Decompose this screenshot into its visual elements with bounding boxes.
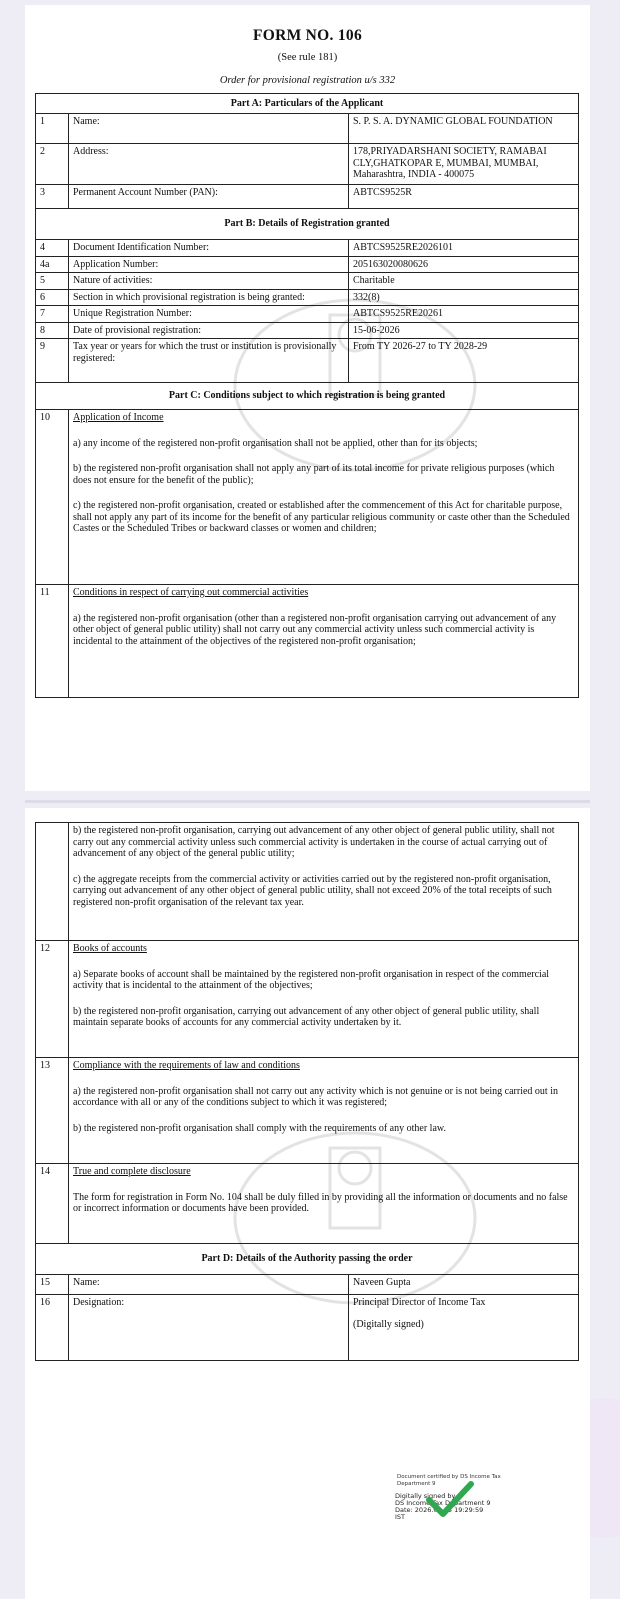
- verified-checkmark-icon: [425, 1480, 475, 1520]
- part-a-table: [35, 93, 579, 698]
- field-label: Date of provisional registration:: [69, 322, 349, 339]
- condition-application-of-income: [69, 410, 579, 585]
- field-label: Name:: [69, 114, 349, 144]
- row-number: 8: [36, 322, 69, 339]
- application-number-value: 205163020080626: [349, 256, 579, 273]
- row-number: 10: [36, 410, 69, 585]
- din-value: ABTCS9525RE2026101: [349, 240, 579, 257]
- row-number: 11: [36, 585, 69, 698]
- condition-text: c) the aggregate receipts from the commercial activity or activities carried out by the registered non-profit organisation, carrying out advancement of any other object of general public utility, shall not exceed 20% of the total receipts of such registered non-profit organisation of the relevant tax year.: [73, 873, 552, 908]
- field-label: Nature of activities:: [69, 273, 349, 290]
- digital-signature-block: [395, 1474, 510, 1554]
- condition-commercial-activities-cont: [69, 823, 579, 941]
- field-label: Name:: [69, 1275, 349, 1295]
- row-number: 9: [36, 339, 69, 383]
- page-separator: [25, 800, 590, 803]
- designation-value: Principal Director of Income Tax: [353, 1297, 486, 1308]
- condition-compliance: [69, 1058, 579, 1164]
- row-number: 12: [36, 941, 69, 1058]
- condition-text: b) the registered non-profit organisation shall comply with the requirements of any other law.: [73, 1122, 446, 1134]
- condition-text: a) any income of the registered non-profit organisation shall not be applied, other than for its objects;: [73, 437, 478, 449]
- pan-value: ABTCS9525R: [349, 185, 579, 209]
- field-label: Permanent Account Number (PAN):: [69, 185, 349, 209]
- signature-date: Date: 2026.06.15 19:29:59: [395, 1506, 484, 1514]
- digitally-signed-note: (Digitally signed): [353, 1318, 424, 1330]
- row-number: [36, 823, 69, 941]
- form-rule: (See rule 181): [277, 52, 338, 63]
- signature-line: Digitally signed by: [395, 1492, 456, 1500]
- signature-cert-line: Document certified by DS Income Tax Department 9: [397, 1474, 501, 1487]
- tax-year-value: From TY 2026-27 to TY 2028-29: [349, 339, 579, 383]
- address-value: 178,PRIYADARSHANI SOCIETY, RAMABAI CLY,GHATKOPAR E, MUMBAI, MUMBAI, Maharashtra, INDIA - 400075: [349, 144, 579, 185]
- part-a-heading: Part A: Particulars of the Applicant: [36, 94, 579, 114]
- document-page-1: [25, 5, 590, 791]
- condition-text: a) Separate books of account shall be maintained by the registered non-profit organisation in respect of the commercial activity that is incidental to the attainment of the objectives;: [73, 968, 550, 991]
- designation-cell: [349, 1295, 579, 1361]
- row-number: 15: [36, 1275, 69, 1295]
- condition-text: a) the registered non-profit organisation shall not carry out any activity which is not genuine or is not being carried out in accordance with all or any of the conditions subject to which it was registered;: [73, 1085, 558, 1108]
- row-number: 13: [36, 1058, 69, 1164]
- field-label: Designation:: [69, 1295, 349, 1361]
- part-d-heading: Part D: Details of the Authority passing the order: [36, 1244, 579, 1275]
- condition-disclosure: [69, 1164, 579, 1244]
- condition-commercial-activities: [69, 585, 579, 698]
- condition-title: Compliance with the requirements of law and conditions: [73, 1060, 300, 1071]
- row-number: 5: [36, 273, 69, 290]
- field-label: Document Identification Number:: [69, 240, 349, 257]
- row-number: 14: [36, 1164, 69, 1244]
- nature-value: Charitable: [349, 273, 579, 290]
- field-label: Tax year or years for which the trust or institution is provisionally registered:: [69, 339, 349, 383]
- condition-title: Conditions in respect of carrying out commercial activities: [73, 587, 309, 598]
- part-c-continued-table: [35, 822, 579, 1361]
- condition-text: b) the registered non-profit organisation, carrying out advancement of any other object of general public utility, shall maintain separate books of accounts for any commercial activity undertaken by it.: [73, 1005, 540, 1028]
- condition-text: a) the registered non-profit organisation (other than a registered non-profit organisation carrying out advancement of any other object of general public utility) shall not carry out any commercial activity unless such commercial activity is incidental to the attainment of the objectives of the registered non-profit organisation;: [73, 612, 557, 647]
- condition-text: c) the registered non-profit organisation, created or established after the commencement of this Act for charitable purpose, shall not apply any part of its income for the benefit of any particular religious community or caste other than the Scheduled Castes or the Scheduled Tribes or backward classes or women and children;: [73, 500, 570, 534]
- condition-books-of-accounts: [69, 941, 579, 1058]
- row-number: 3: [36, 185, 69, 209]
- form-subtitle: Order for provisional registration u/s 332: [219, 75, 396, 86]
- part-b-heading: Part B: Details of Registration granted: [36, 209, 579, 240]
- condition-title: Books of accounts: [73, 943, 147, 954]
- row-number: 4: [36, 240, 69, 257]
- row-number: 7: [36, 306, 69, 323]
- form-title: FORM NO. 106: [252, 27, 363, 44]
- row-number: 6: [36, 289, 69, 306]
- field-label: Address:: [69, 144, 349, 185]
- condition-title: Application of Income: [73, 412, 164, 423]
- row-number: 4a: [36, 256, 69, 273]
- signature-tz: IST: [395, 1513, 406, 1521]
- condition-text: b) the registered non-profit organisation shall not apply any part of its total income for private religious purposes (which does not ensure for the benefit of the public);: [73, 463, 555, 486]
- field-label: Section in which provisional registration is being granted:: [69, 289, 349, 306]
- date-value: 15-06-2026: [349, 322, 579, 339]
- row-number: 2: [36, 144, 69, 185]
- signature-line: DS Income Tax Department 9: [395, 1499, 491, 1507]
- section-value: 332(8): [349, 289, 579, 306]
- applicant-name-value: S. P. S. A. DYNAMIC GLOBAL FOUNDATION: [349, 114, 579, 144]
- condition-text: The form for registration in Form No. 104 shall be duly filled in by providing all the information or documents and no false or incorrect information or documents have been provided.: [73, 1191, 568, 1214]
- condition-title: True and complete disclosure: [73, 1166, 191, 1177]
- field-label: Application Number:: [69, 256, 349, 273]
- row-number: 16: [36, 1295, 69, 1361]
- part-c-heading: Part C: Conditions subject to which registration is being granted: [36, 383, 579, 410]
- row-number: 1: [36, 114, 69, 144]
- condition-text: b) the registered non-profit organisation, carrying out advancement of any other object of general public utility, shall not carry out any commercial activity unless such commercial activity is undertaken in the course of actual carrying out of advancement of any object of the general public utility;: [73, 825, 555, 859]
- field-label: Unique Registration Number:: [69, 306, 349, 323]
- urn-value: ABTCS9525RE20261: [349, 306, 579, 323]
- authority-name-value: Naveen Gupta: [349, 1275, 579, 1295]
